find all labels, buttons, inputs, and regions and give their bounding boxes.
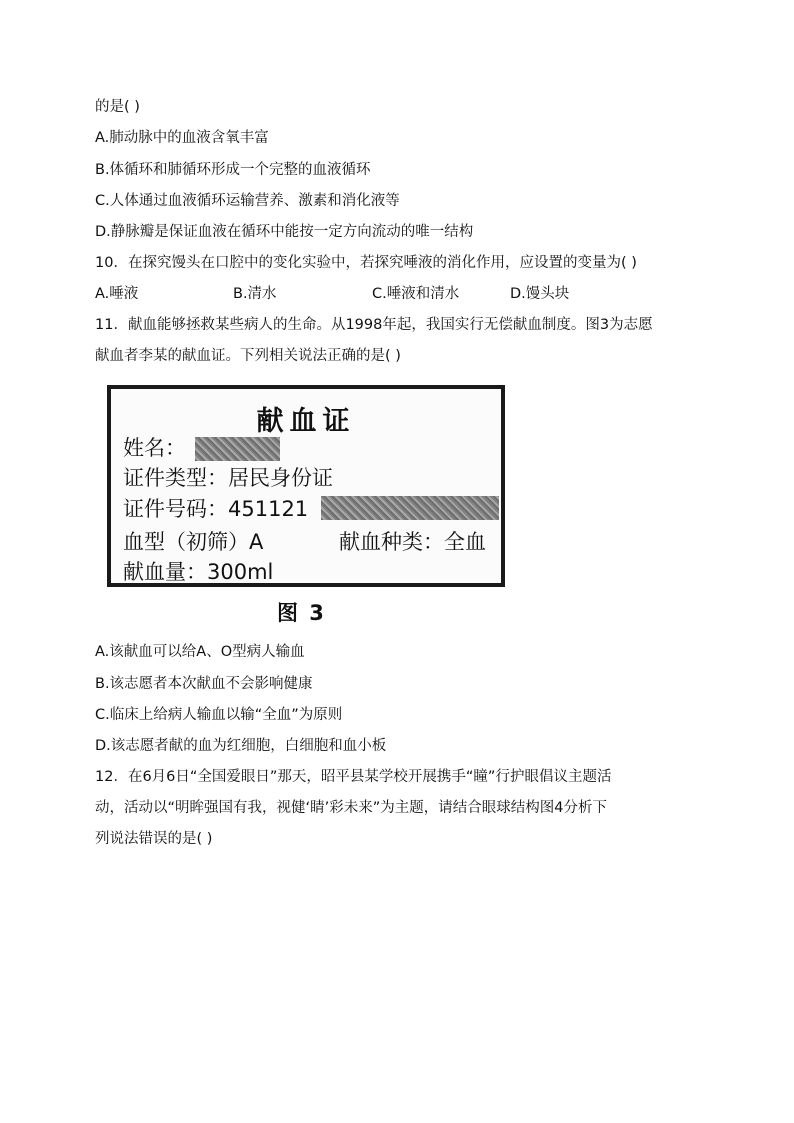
question-11-line-2: 献血者李某的献血证。下列相关说法正确的是( ) bbox=[95, 348, 401, 364]
option-c: C.人体通过血液循环运输营养、激素和消化液等 bbox=[95, 193, 400, 209]
q10-option-b: B.清水 bbox=[233, 286, 277, 302]
certificate-title: 献血证 bbox=[256, 406, 356, 437]
question-12-line-1: 12．在6月6日“全国爱眼日”那天，昭平县某学校开展携手“瞳”行护眼倡议主题活 bbox=[95, 769, 612, 785]
question-12-line-3: 列说法错误的是( ) bbox=[95, 831, 213, 847]
id-number-row: 证件号码：451121 bbox=[123, 497, 309, 521]
blood-donation-certificate bbox=[107, 385, 505, 587]
option-d: D.静脉瓣是保证血液在循环中能按一定方向流动的唯一结构 bbox=[95, 224, 474, 240]
line-1: 的是( ) bbox=[95, 99, 140, 115]
name-redaction bbox=[195, 437, 280, 461]
option-b: B.体循环和肺循环形成一个完整的血液循环 bbox=[95, 162, 371, 178]
q10-option-c: C.唾液和清水 bbox=[372, 286, 460, 302]
amount-row: 献血量：300ml bbox=[123, 560, 274, 584]
q10-option-d: D.馒头块 bbox=[510, 286, 570, 302]
q11-option-c: C.临床上给病人输血以输“全血”为原则 bbox=[95, 707, 343, 723]
q11-option-a: A.该献血可以给A、O型病人输血 bbox=[95, 644, 305, 660]
blood-type-row: 血型（初筛）A bbox=[123, 530, 264, 554]
id-number-redaction bbox=[321, 496, 499, 520]
figure-caption: 图 3 bbox=[277, 601, 326, 625]
q10-option-a: A.唾液 bbox=[95, 286, 139, 302]
q11-option-d: D.该志愿者献的血为红细胞，白细胞和血小板 bbox=[95, 738, 387, 754]
question-10: 10．在探究馒头在口腔中的变化实验中，若探究唾液的消化作用，应设置的变量为( ) bbox=[95, 255, 637, 271]
option-a: A.肺动脉中的血液含氧丰富 bbox=[95, 130, 269, 146]
q11-option-b: B.该志愿者本次献血不会影响健康 bbox=[95, 676, 313, 692]
question-11-line-1: 11．献血能够拯救某些病人的生命。从1998年起，我国实行无偿献血制度。图3为志愿 bbox=[95, 317, 653, 333]
question-12-line-2: 动，活动以“明眸强国有我，视健‘睛’彩未来”为主题，请结合眼球结构图4分析下 bbox=[95, 800, 607, 816]
id-type-row: 证件类型：居民身份证 bbox=[123, 466, 333, 490]
donation-type-row: 献血种类：全血 bbox=[339, 530, 486, 554]
name-row: 姓名： bbox=[123, 436, 186, 460]
